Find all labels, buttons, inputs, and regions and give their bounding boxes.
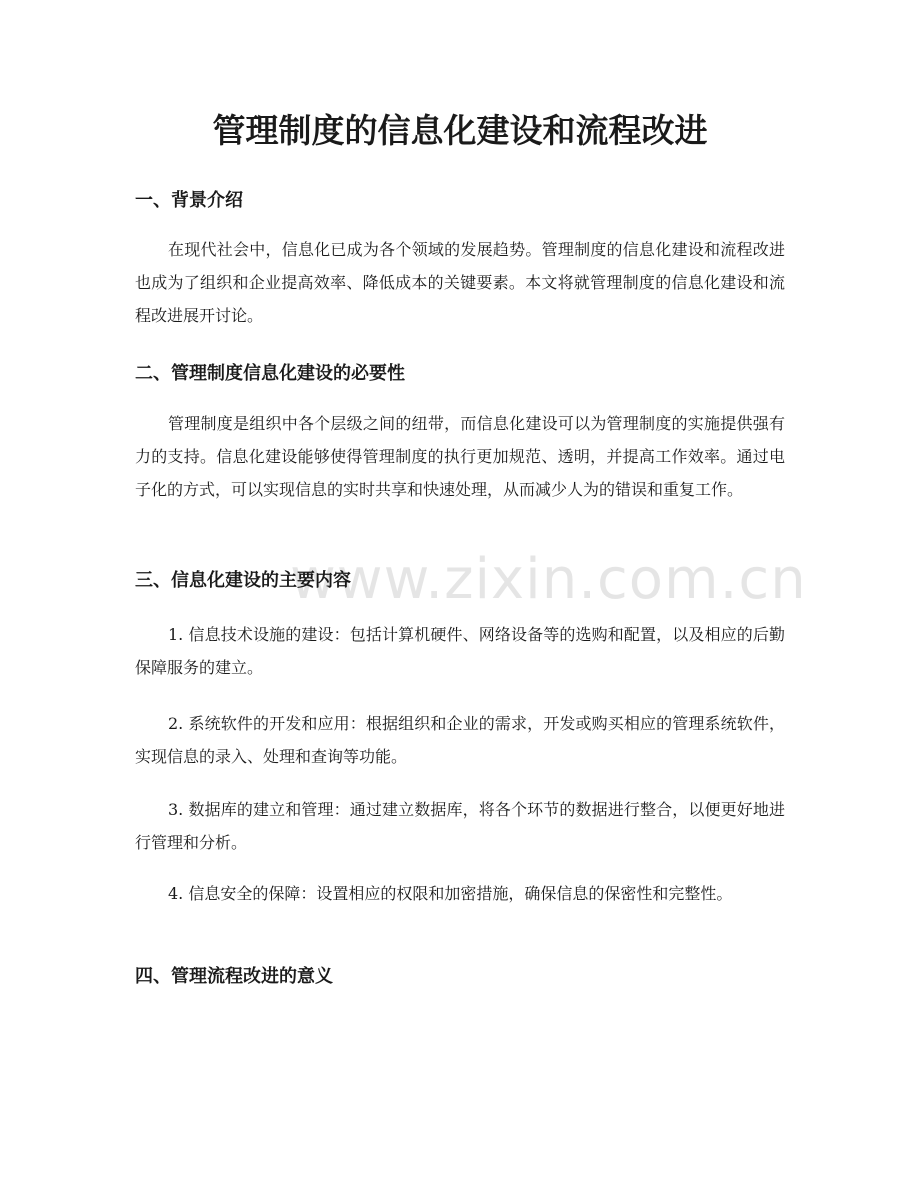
paragraph-background: 在现代社会中，信息化已成为各个领域的发展趋势。管理制度的信息化建设和流程改进也成为了组织和企业提高效率、降低成本的关键要素。本文将就管理制度的信息化建设和流程改进展开讨论。 xyxy=(135,240,785,325)
watermark: www.zixin.com.cn xyxy=(290,547,807,612)
list-item-infrastructure: 1. 信息技术设施的建设：包括计算机硬件、网络设备等的选购和配置，以及相应的后勤保障服务的建立。 xyxy=(135,625,785,677)
section-heading-necessity: 二、管理制度信息化建设的必要性 xyxy=(135,363,405,384)
section-heading-background: 一、背景介绍 xyxy=(135,190,243,211)
paragraph-necessity: 管理制度是组织中各个层级之间的纽带，而信息化建设可以为管理制度的实施提供强有力的支持。信息化建设能够使得管理制度的执行更加规范、透明，并提高工作效率。通过电子化的方式，可以实现信息的实时共享和快速处理，从而减少人为的错误和重复工作。 xyxy=(135,414,785,499)
list-item-system-software: 2. 系统软件的开发和应用：根据组织和企业的需求，开发或购买相应的管理系统软件，实现信息的录入、处理和查询等功能。 xyxy=(135,714,785,766)
section-heading-process-improvement: 四、管理流程改进的意义 xyxy=(135,966,333,987)
list-item-information-security: 4. 信息安全的保障：设置相应的权限和加密措施，确保信息的保密性和完整性。 xyxy=(168,884,733,903)
document-title: 管理制度的信息化建设和流程改进 xyxy=(212,111,708,150)
section-heading-main-content: 三、信息化建设的主要内容 xyxy=(135,570,351,591)
list-item-database: 3. 数据库的建立和管理：通过建立数据库，将各个环节的数据进行整合，以便更好地进行管理和分析。 xyxy=(135,800,785,852)
